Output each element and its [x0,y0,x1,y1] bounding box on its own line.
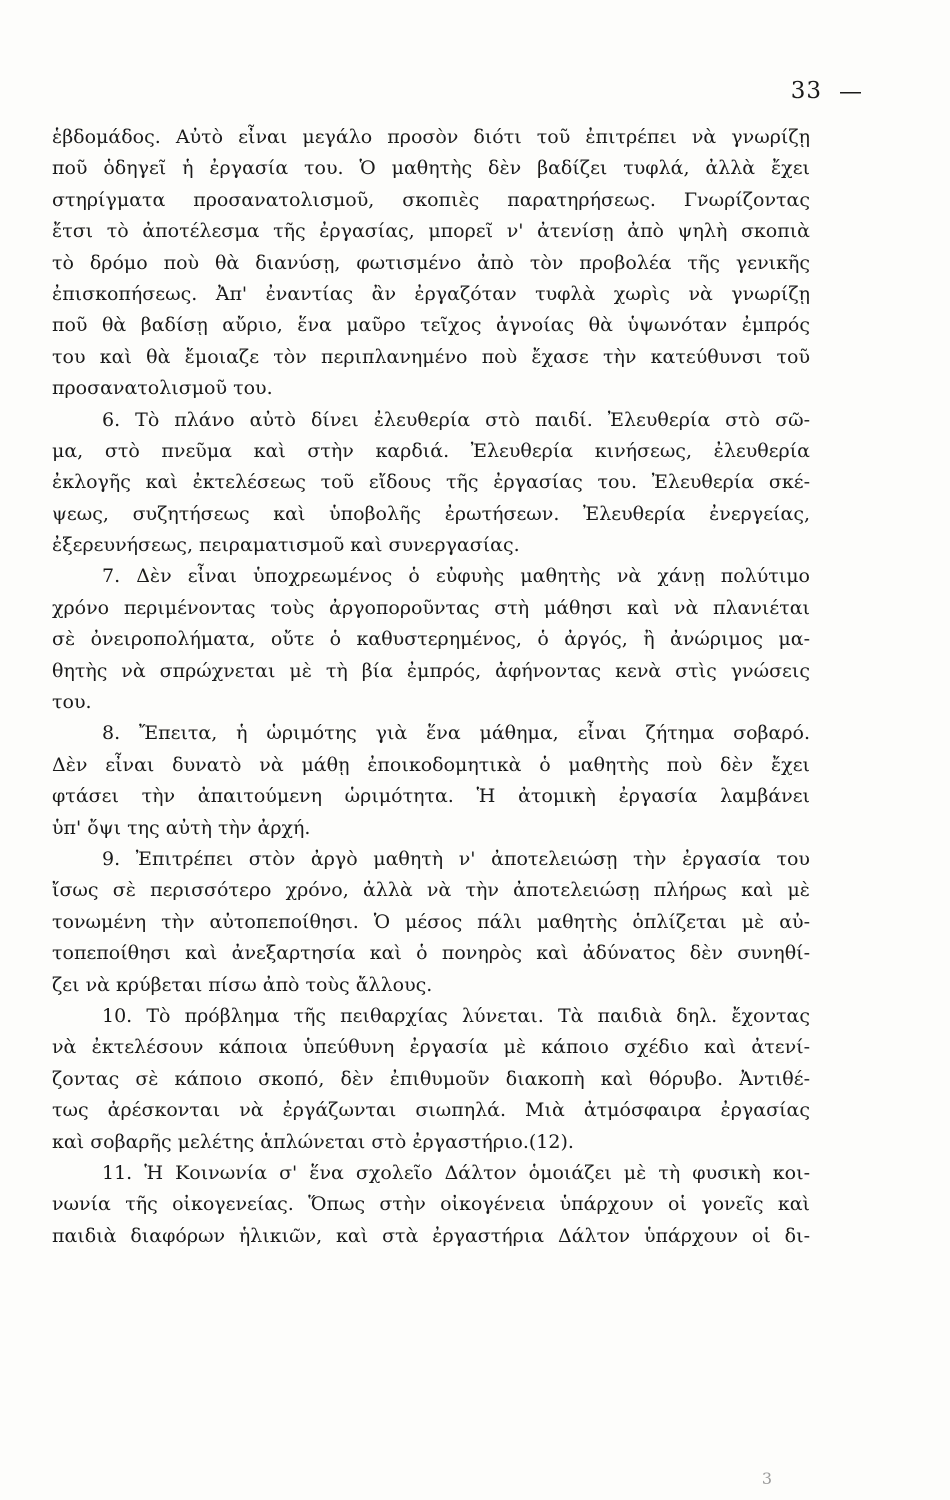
text-line: ψεως, συζητήσεως καὶ ὑποβολῆς ἐρωτήσεων. Ἐλευθερία ἐνεργείας, [52,502,810,525]
body-text [52,122,810,1252]
text-line: τὸ δρόμο ποὺ θὰ διανύσῃ, φωτισμένο ἀπὸ τὸν προβολέα τῆς γενικῆς [52,251,810,274]
text-line: στηρίγματα προσανατολισμοῦ, σκοπιὲς παρατηρήσεως. Γνωρίζοντας [52,188,810,211]
text-line: 10. Τὸ πρόβλημα τῆς πειθαρχίας λύνεται. Τὰ παιδιὰ δηλ. ἔχοντας [102,1004,810,1027]
text-line: 8. Ἔπειτα, ἡ ὡριμότης γιὰ ἕνα μάθημα, εἶναι ζήτημα σοβαρό. [102,722,810,745]
text-line: Δὲν εἶναι δυνατὸ νὰ μάθῃ ἐποικοδομητικὰ ὁ μαθητὴς ποὺ δὲν ἔχει [52,753,810,776]
text-line: τονωμένη τὴν αὐτοπεποίθησι. Ὁ μέσος πάλι μαθητὴς ὁπλίζεται μὲ αὐ- [52,910,810,933]
text-line: ἐξερευνήσεως, πειραματισμοῦ καὶ συνεργασίας. [52,534,520,557]
printer-signature-mark: 3 [761,1469,772,1488]
text-line: προσανατολισμοῦ του. [52,377,273,400]
text-line: του. [52,691,92,714]
text-line: ποῦ θὰ βαδίσῃ αὔριο, ἕνα μαῦρο τεῖχος ἀγνοίας θὰ ὑψωνόταν ἐμπρός [52,314,810,337]
text-line: φτάσει τὴν ἀπαιτούμενη ὡριμότητα. Ἡ ἀτομικὴ ἐργασία λαμβάνει [52,785,810,808]
text-line: καὶ σοβαρῆς μελέτης ἁπλώνεται στὸ ἐργαστήριο.(12). [52,1130,574,1153]
text-line: ζοντας σὲ κάποιο σκοπό, δὲν ἐπιθυμοῦν διακοπὴ καὶ θόρυβο. Ἀντιθέ- [52,1067,810,1090]
text-line: ζει νὰ κρύβεται πίσω ἀπὸ τοὺς ἄλλους. [52,973,433,996]
text-line: ὑπ' ὄψι της αὐτὴ τὴν ἀρχή. [52,816,311,839]
text-line: ἑβδομάδος. Αὐτὸ εἶναι μεγάλο προσὸν διότι τοῦ ἐπιτρέπει νὰ γνωρίζῃ [52,126,810,148]
text-line: ἴσως σὲ περισσότερο χρόνο, ἀλλὰ νὰ τὴν ἀποτελειώσῃ πλήρως καὶ μὲ [52,879,810,902]
text-line: 7. Δὲν εἶναι ὑποχρεωμένος ὁ εὐφυὴς μαθητὴς νὰ χάνῃ πολύτιμο [102,565,810,588]
text-line: 6. Τὸ πλάνο αὐτὸ δίνει ἐλευθερία στὸ παιδί. Ἐλευθερία στὸ σῶ- [102,408,810,431]
text-line: νωνία τῆς οἰκογενείας. Ὅπως στὴν οἰκογένεια ὑπάρχουν οἱ γονεῖς καὶ [52,1193,810,1216]
text-line: ἐπισκοπήσεως. Ἀπ' ἐναντίας ἂν ἐργαζόταν τυφλὰ χωρὶς νὰ γνωρίζῃ [52,282,810,305]
text-line: παιδιὰ διαφόρων ἡλικιῶν, καὶ στὰ ἐργαστήρια Δάλτον ὑπάρχουν οἱ δι- [52,1224,810,1247]
text-line: σὲ ὀνειροπολήματα, οὔτε ὁ καθυστερημένος, ὁ ἀργός, ἢ ἀνώριμος μα- [52,628,810,651]
text-line: θητὴς νὰ σπρώχνεται μὲ τὴ βία ἐμπρός, ἀφήνοντας κενὰ στὶς γνώσεις [52,659,810,682]
text-line: 9. Ἐπιτρέπει στὸν ἀργὸ μαθητὴ ν' ἀποτελειώσῃ τὴν ἐργασία του [102,847,810,870]
text-line: τοπεποίθησι καὶ ἀνεξαρτησία καὶ ὁ πονηρὸς καὶ ἀδύνατος δὲν συνηθί- [52,942,810,965]
text-line: τως ἀρέσκονται νὰ ἐργάζωνται σιωπηλά. Μιὰ ἀτμόσφαιρα ἐργασίας [52,1099,810,1122]
text-line: μα, στὸ πνεῦμα καὶ στὴν καρδιά. Ἐλευθερία κινήσεως, ἐλευθερία [52,439,810,462]
page-number: 33 [790,78,822,104]
text-line: χρόνο περιμένοντας τοὺς ἀργοποροῦντας στὴ μάθησι καὶ νὰ πλανιέται [52,596,810,619]
text-line: ἔτσι τὸ ἀποτέλεσμα τῆς ἐργασίας, μπορεῖ ν' ἀτενίσῃ ἀπὸ ψηλὴ σκοπιὰ [52,220,810,243]
text-line: 11. Ἡ Κοινωνία σ' ἕνα σχολεῖο Δάλτον ὁμοιάζει μὲ τὴ φυσικὴ κοι- [102,1161,810,1184]
text-line: του καὶ θὰ ἔμοιαζε τὸν περιπλανημένο ποὺ ἔχασε τὴν κατεύθυνσι τοῦ [52,345,810,368]
text-line: ἐκλογῆς καὶ ἐκτελέσεως τοῦ εἴδους τῆς ἐργασίας του. Ἐλευθερία σκέ- [52,471,810,494]
text-line: νὰ ἐκτελέσουν κάποια ὑπεύθυνη ἐργασία μὲ κάποιο σχέδιο καὶ ἀτενί- [52,1036,810,1059]
text-line: ποῦ ὁδηγεῖ ἡ ἐργασία του. Ὁ μαθητὴς δὲν βαδίζει τυφλά, ἀλλὰ ἔχει [52,157,810,180]
header-dash: — [839,79,862,105]
